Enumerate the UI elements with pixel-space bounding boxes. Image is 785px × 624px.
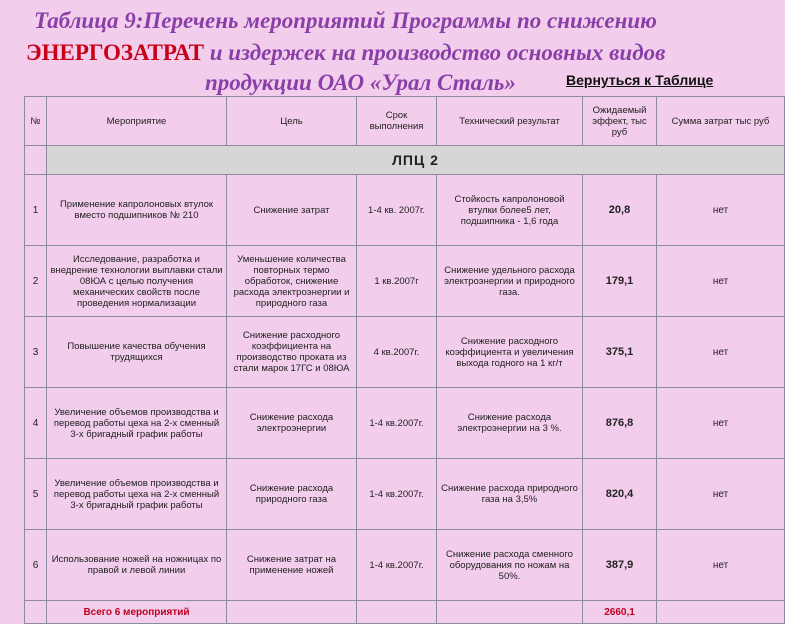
cell-sum: нет (657, 530, 785, 601)
header-effect: Ожидаемый эффект, тыс руб (583, 97, 657, 146)
cell-effect: 387,9 (583, 530, 657, 601)
cell-term: 1 кв.2007г (357, 246, 437, 317)
cell-term: 1-4 кв. 2007г. (357, 175, 437, 246)
cell-sum: нет (657, 246, 785, 317)
cell-goal: Уменьшение количества повторных термо обработок, снижение расхода электроэнергии и природного газа (227, 246, 357, 317)
table-row (25, 246, 785, 317)
cell-num: 6 (25, 530, 47, 601)
title-line-1: Таблица 9:Перечень мероприятий Программы по снижению (34, 8, 657, 33)
cell-term: 1-4 кв.2007г. (357, 459, 437, 530)
total-empty-goal (227, 601, 357, 624)
total-row (25, 601, 785, 624)
cell-effect: 179,1 (583, 246, 657, 317)
back-to-table-link[interactable]: Вернуться к Таблице (566, 72, 714, 88)
total-empty-result (437, 601, 583, 624)
cell-measure: Использование ножей на ножницах по правой и левой линии (47, 530, 227, 601)
cell-num: 5 (25, 459, 47, 530)
cell-term: 4 кв.2007г. (357, 317, 437, 388)
cell-sum: нет (657, 388, 785, 459)
total-effect: 2660,1 (583, 601, 657, 624)
measures-table-container (24, 96, 770, 618)
cell-num: 4 (25, 388, 47, 459)
header-measure: Мероприятие (47, 97, 227, 146)
title-accent: ЭНЕРГОЗАТРАТ (26, 40, 204, 65)
cell-goal: Снижение расходного коэффициента на производство проката из стали марок 17ГС и 08ЮА (227, 317, 357, 388)
section-spacer (25, 146, 47, 175)
cell-measure: Повышение качества обучения трудящихся (47, 317, 227, 388)
section-row (25, 146, 785, 175)
cell-effect: 876,8 (583, 388, 657, 459)
total-label: Всего 6 мероприятий (47, 601, 227, 624)
cell-num: 1 (25, 175, 47, 246)
table-row (25, 459, 785, 530)
cell-num: 2 (25, 246, 47, 317)
table-row (25, 530, 785, 601)
title-line-2 (26, 40, 665, 66)
title-line-2-rest: и издержек на производство основных видов (203, 40, 666, 65)
measures-table (24, 96, 785, 624)
cell-result: Снижение расходного коэффициента и увеличения выхода годного на 1 кг/т (437, 317, 583, 388)
section-label: ЛПЦ 2 (47, 146, 785, 175)
cell-result: Снижение расхода природного газа на 3,5% (437, 459, 583, 530)
cell-result: Снижение удельного расхода электроэнергии и природного газа. (437, 246, 583, 317)
cell-term: 1-4 кв.2007г. (357, 388, 437, 459)
cell-sum: нет (657, 459, 785, 530)
total-empty-sum (657, 601, 785, 624)
table-row (25, 388, 785, 459)
cell-effect: 820,4 (583, 459, 657, 530)
table-header-row (25, 97, 785, 146)
cell-effect: 20,8 (583, 175, 657, 246)
cell-sum: нет (657, 317, 785, 388)
cell-goal: Снижение расхода природного газа (227, 459, 357, 530)
cell-num: 3 (25, 317, 47, 388)
cell-sum: нет (657, 175, 785, 246)
cell-measure: Увеличение объемов производства и перевод работы цеха на 2-х сменный 3-х бригадный график работы (47, 459, 227, 530)
header-term: Срок выполнения (357, 97, 437, 146)
title-line-3: продукции ОАО «Урал Сталь» (205, 70, 516, 95)
header-goal: Цель (227, 97, 357, 146)
header-sum: Сумма затрат тыс руб (657, 97, 785, 146)
cell-measure: Увеличение объемов производства и перевод работы цеха на 2-х сменный 3-х бригадный график работы (47, 388, 227, 459)
cell-goal: Снижение затрат (227, 175, 357, 246)
table-row (25, 175, 785, 246)
cell-result: Стойкость капролоновой втулки более5 лет, подшипника - 1,6 года (437, 175, 583, 246)
cell-result: Снижение расхода электроэнергии на 3 %. (437, 388, 583, 459)
cell-result: Снижение расхода сменного оборудования по ножам на 50%. (437, 530, 583, 601)
cell-term: 1-4 кв.2007г. (357, 530, 437, 601)
header-num: № (25, 97, 47, 146)
cell-effect: 375,1 (583, 317, 657, 388)
total-empty-term (357, 601, 437, 624)
total-spacer (25, 601, 47, 624)
cell-goal: Снижение расхода электроэнергии (227, 388, 357, 459)
header-result: Технический результат (437, 97, 583, 146)
cell-goal: Снижение затрат на применение ножей (227, 530, 357, 601)
cell-measure: Применение капролоновых втулок вместо подшипников № 210 (47, 175, 227, 246)
table-row (25, 317, 785, 388)
cell-measure: Исследование, разработка и внедрение технологии выплавки стали 08ЮА с целью получения механических свойств после проведения нормализации (47, 246, 227, 317)
